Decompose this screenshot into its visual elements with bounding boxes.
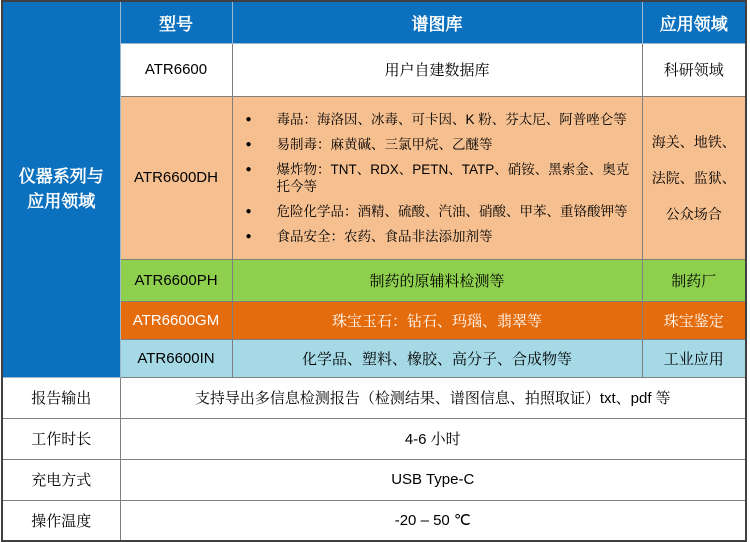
- bullet-text: 食品安全：农药、食品非法添加剂等: [276, 228, 493, 244]
- bullet-text: 易制毒：麻黄碱、三氯甲烷、乙醚等: [276, 136, 493, 152]
- bullet-item: [233, 228, 634, 245]
- row-report-output: [2, 377, 746, 418]
- column-header-library: 谱图库: [232, 1, 642, 43]
- bullet-dot-icon: ●: [245, 163, 252, 175]
- spec-value: USB Type-C: [120, 459, 746, 500]
- bullet-item: [233, 136, 634, 153]
- spec-value: 4-6 小时: [120, 418, 746, 459]
- bullet-dot-icon: ●: [245, 230, 252, 242]
- library-bullet-list: [233, 111, 634, 245]
- row-charging-method: [2, 459, 746, 500]
- spec-label: 报告输出: [2, 377, 120, 418]
- bullet-text: 危险化学品：酒精、硫酸、汽油、硝酸、甲苯、重铬酸钾等: [276, 203, 628, 219]
- bullet-text: 毒品：海洛因、冰毒、可卡因、K 粉、芬太尼、阿普唑仑等: [276, 111, 627, 127]
- series-label-line2: 应用领域: [27, 192, 96, 212]
- library-bullet-list-cell: [232, 96, 642, 259]
- application-value: 海关、地铁、法院、监狱、公众场合: [642, 96, 746, 259]
- model-name: ATR6600GM: [120, 301, 232, 339]
- application-value: 珠宝鉴定: [642, 301, 746, 339]
- bullet-item: [233, 111, 634, 128]
- library-value: 用户自建数据库: [232, 43, 642, 96]
- spec-label: 操作温度: [2, 500, 120, 541]
- spec-value: -20 – 50 ℃: [120, 500, 746, 541]
- model-name: ATR6600PH: [120, 259, 232, 301]
- column-header-application: 应用领域: [642, 1, 746, 43]
- bullet-dot-icon: ●: [245, 205, 252, 217]
- library-value: 制药的原辅料检测等: [232, 259, 642, 301]
- application-value: 科研领域: [642, 43, 746, 96]
- spec-label: 工作时长: [2, 418, 120, 459]
- model-name: ATR6600IN: [120, 339, 232, 377]
- bullet-dot-icon: ●: [245, 138, 252, 150]
- row-working-hours: [2, 418, 746, 459]
- bullet-dot-icon: ●: [245, 113, 252, 125]
- bullet-item: [233, 161, 634, 195]
- bullet-item: [233, 203, 634, 220]
- row-operating-temperature: [2, 500, 746, 541]
- model-name: ATR6600: [120, 43, 232, 96]
- application-value: 工业应用: [642, 339, 746, 377]
- spec-value: 支持导出多信息检测报告（检测结果、谱图信息、拍照取证）txt、pdf 等: [120, 377, 746, 418]
- model-name: ATR6600DH: [120, 96, 232, 259]
- series-label-cell: [2, 1, 120, 377]
- library-value: 珠宝玉石：钻石、玛瑙、翡翠等: [232, 301, 642, 339]
- column-header-model: 型号: [120, 1, 232, 43]
- series-label-line1: 仪器系列与: [18, 166, 104, 186]
- bullet-text: 爆炸物：TNT、RDX、PETN、TATP、硝铵、黑索金、奥克托今等: [276, 161, 630, 194]
- library-value: 化学品、塑料、橡胶、高分子、合成物等: [232, 339, 642, 377]
- spec-label: 充电方式: [2, 459, 120, 500]
- header-row: [2, 1, 746, 43]
- instrument-spec-table: [1, 0, 747, 542]
- application-value: 制药厂: [642, 259, 746, 301]
